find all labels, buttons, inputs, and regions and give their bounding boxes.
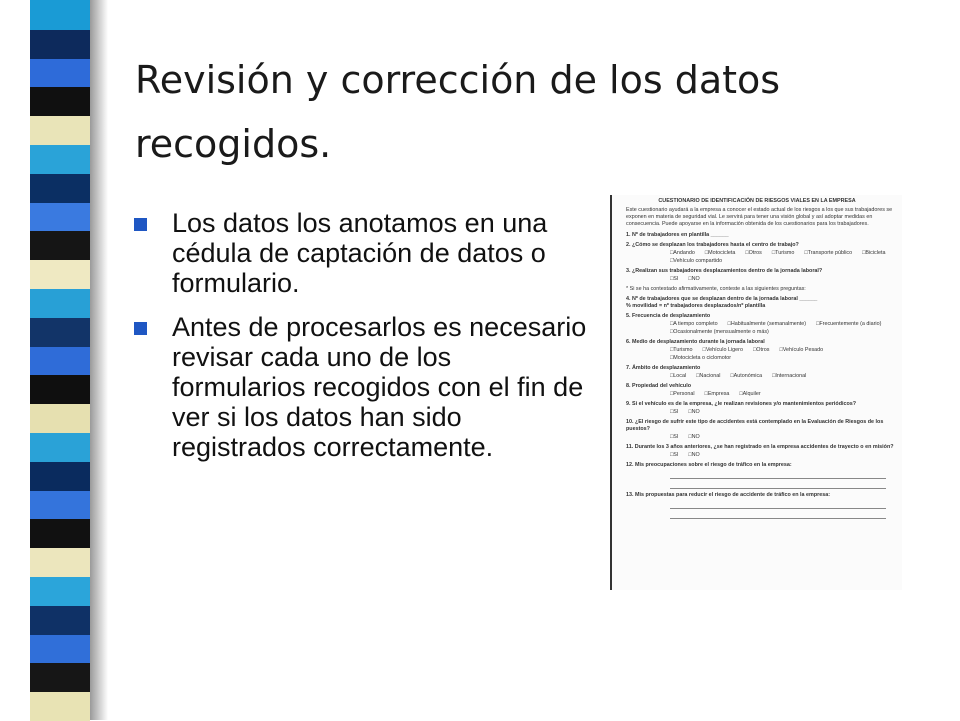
form-option-checkbox: □ Alquiler — [739, 391, 760, 398]
form-option-checkbox: □ SI — [670, 452, 678, 459]
bullet-list — [128, 208, 588, 476]
question-text: 9. Si el vehículo es de la empresa, ¿le realizan revisiones y/o mantenimientos periódicos? — [626, 401, 857, 407]
strip-segment — [30, 518, 90, 548]
strip-segment — [30, 461, 90, 491]
strip-segment — [30, 403, 90, 433]
form-note: * Si se ha contestado afirmativamente, conteste a las siguientes preguntas: — [626, 286, 806, 292]
form-option-checkbox: □ Bicicleta — [862, 250, 885, 257]
strip-segment — [30, 547, 90, 577]
form-options — [626, 452, 894, 459]
form-option-checkbox: □ SI — [670, 276, 678, 283]
strip-segment — [30, 29, 90, 59]
question-text: 7. Ámbito de desplazamiento — [626, 365, 701, 371]
form-option-checkbox: □ Personal — [670, 391, 695, 398]
form-option-checkbox: □ Turismo — [670, 347, 693, 354]
question-text: 10. ¿El riesgo de sufrir este tipo de accidentes está contemplado en la Evaluación de Riesgos de los puestos? — [626, 419, 884, 432]
answer-line — [670, 483, 886, 489]
bullet-text: Los datos los anotamos en una cédula de captación de datos o formulario. — [172, 208, 548, 298]
form-question — [612, 268, 902, 283]
question-text: 1. Nº de trabajadores en plantilla ______ — [626, 232, 729, 238]
strip-segment — [30, 490, 90, 520]
form-question — [612, 242, 902, 265]
form-option-checkbox: □ Vehículo Pesado — [779, 347, 823, 354]
question-text: 3. ¿Realizan sus trabajadores desplazamientos dentro de la jornada laboral? — [626, 268, 823, 274]
strip-segment — [30, 662, 90, 692]
bullet-text: Antes de procesarlos es necesario revisar cada uno de los formularios recogidos con el fin de ver si los datos han sido registrados correctamente. — [172, 312, 587, 462]
form-option-checkbox: □ Turismo — [772, 250, 795, 257]
form-option-checkbox: □ NO — [688, 434, 699, 441]
form-option-checkbox: □ Vehículo compartido — [670, 258, 722, 265]
strip-segment — [30, 259, 90, 289]
bullet-square-icon — [134, 218, 147, 231]
question-subtext: % movilidad = nº trabajadores desplazados/nº plantilla — [626, 303, 766, 309]
strip-segment — [30, 346, 90, 376]
form-option-checkbox: □ Internacional — [772, 373, 806, 380]
form-question — [612, 296, 902, 310]
questionnaire-form-image — [610, 195, 902, 590]
form-option-checkbox: □ Otros — [753, 347, 769, 354]
bullet-item — [128, 208, 588, 298]
strip-segment — [30, 605, 90, 635]
form-option-checkbox: □ SI — [670, 409, 678, 416]
form-options — [626, 347, 894, 362]
form-question — [612, 401, 902, 416]
question-text: 4. Nº de trabajadores que se desplazan dentro de la jornada laboral ______ — [626, 296, 818, 302]
form-option-checkbox: □ Motocicleta o ciclomotor — [670, 355, 731, 362]
form-question — [612, 339, 902, 362]
question-text: 13. Mis propuestas para reducir el riesgo de accidente de tráfico en la empresa: — [626, 492, 831, 498]
form-option-checkbox: □ NO — [688, 452, 699, 459]
strip-segment — [30, 0, 90, 30]
form-intro: Este cuestionario ayudará a la empresa a conocer el estado actual de los riesgos a los que sus trabajadores se exponen en materia de seguridad vial. Le servirá para tener una visión global y así adoptar medidas en consecuencia. Puede apoyarse en la información obtenida de los cuestionarios para los trabajadores. — [626, 207, 893, 227]
form-options — [626, 409, 894, 416]
strip-segment — [30, 115, 90, 145]
form-question — [612, 313, 902, 336]
form-option-checkbox: □ Local — [670, 373, 686, 380]
form-option-checkbox: □ Habitualmente (semanalmente) — [728, 321, 806, 328]
form-option-checkbox: □ NO — [688, 276, 699, 283]
question-text: 12. Mis preocupaciones sobre el riesgo de tráfico en la empresa: — [626, 462, 792, 468]
form-option-checkbox: □ Autonómica — [730, 373, 762, 380]
form-options — [626, 434, 894, 441]
question-text: 5. Frecuencia de desplazamiento — [626, 313, 711, 319]
form-question — [612, 492, 902, 519]
form-option-checkbox: □ Empresa — [705, 391, 730, 398]
strip-segment — [30, 86, 90, 116]
form-option-checkbox: □ Transporte público — [804, 250, 852, 257]
form-options — [626, 250, 894, 265]
form-option-checkbox: □ SI — [670, 434, 678, 441]
form-option-checkbox: □ Otros — [745, 250, 761, 257]
form-question — [612, 232, 902, 239]
strip-segment — [30, 432, 90, 462]
form-options — [626, 321, 894, 336]
strip-segment — [30, 173, 90, 203]
form-question — [612, 462, 902, 489]
strip-segment — [30, 374, 90, 404]
form-question — [612, 419, 902, 441]
strip-segment — [30, 634, 90, 664]
strip-segment — [30, 288, 90, 318]
form-options — [626, 391, 894, 398]
form-heading: CUESTIONARIO DE IDENTIFICACIÓN DE RIESGOS VIALES EN LA EMPRESA — [658, 198, 856, 204]
answer-line — [670, 513, 886, 519]
question-text: 2. ¿Cómo se desplazan los trabajadores hasta el centro de trabajo? — [626, 242, 799, 248]
strip-segment — [30, 691, 90, 721]
question-text: 11. Durante los 3 años anteriores, ¿se han registrado en la empresa accidentes de trayecto o en misión? — [626, 444, 894, 450]
slide-title: Revisión y corrección de los datos recogidos. — [135, 58, 781, 166]
strip-segment — [30, 58, 90, 88]
form-question — [612, 444, 902, 459]
form-options — [626, 276, 894, 283]
answer-line — [670, 503, 886, 509]
strip-segment — [30, 230, 90, 260]
form-options — [626, 373, 894, 380]
strip-segment — [30, 144, 90, 174]
form-option-checkbox: □ Vehículo Ligero — [703, 347, 743, 354]
decorative-color-strip — [0, 0, 108, 720]
form-option-checkbox: □ Frecuentemente (a diario) — [816, 321, 881, 328]
form-option-checkbox: □ Ocasionalmente (mensualmente o más) — [670, 329, 769, 336]
strip-segment — [30, 576, 90, 606]
question-text: 8. Propiedad del vehículo — [626, 383, 692, 389]
strip-segment — [30, 202, 90, 232]
form-option-checkbox: □ NO — [688, 409, 699, 416]
form-option-checkbox: □ Andando — [670, 250, 695, 257]
answer-line — [670, 473, 886, 479]
form-option-checkbox: □ Motocicleta — [705, 250, 736, 257]
bullet-item — [128, 312, 588, 462]
form-option-checkbox: □ A tiempo completo — [670, 321, 718, 328]
strip-segment — [30, 317, 90, 347]
form-option-checkbox: □ Nacional — [696, 373, 720, 380]
question-text: 6. Medio de desplazamiento durante la jornada laboral — [626, 339, 765, 345]
form-question — [612, 383, 902, 398]
strip-shadow — [90, 0, 108, 720]
bullet-square-icon — [134, 322, 147, 335]
form-question — [612, 365, 902, 380]
